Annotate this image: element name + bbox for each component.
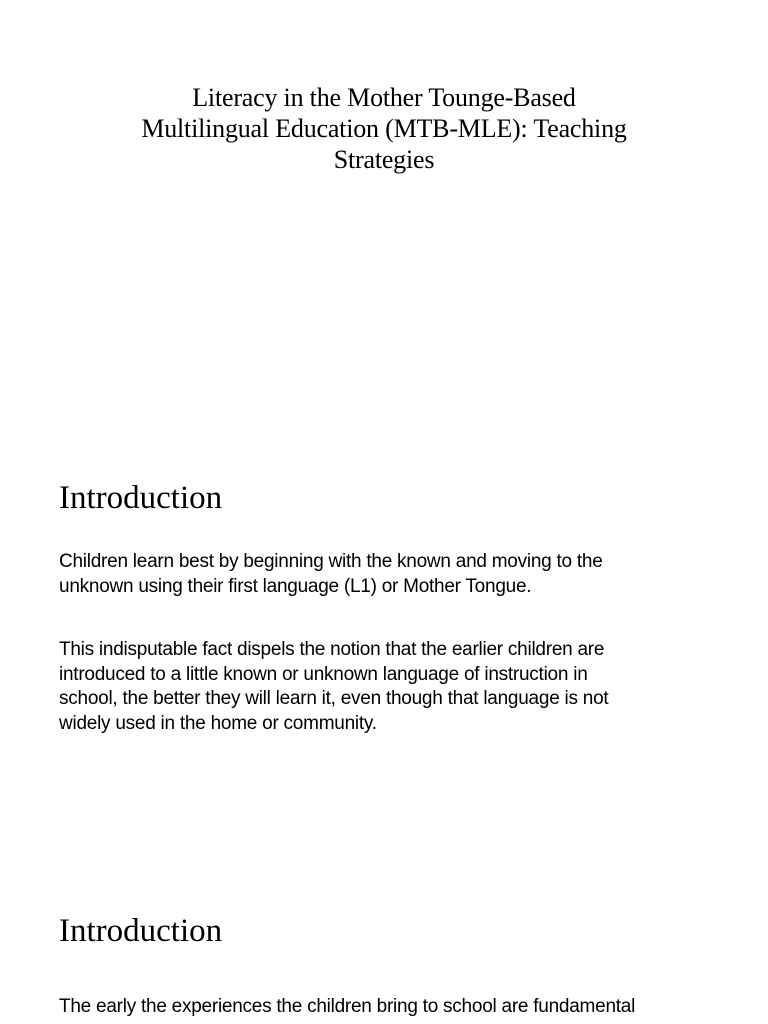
paragraph-line: The early the experiences the children bring to school are fundamental [59,996,636,1017]
body-paragraph [59,995,749,1020]
body-paragraph [59,550,749,599]
section-heading: Introduction [59,480,223,516]
paragraph-line: This indisputable fact dispels the notion that the earlier children are [59,639,605,660]
paragraph-line: Children learn best by beginning with the known and moving to the [59,551,603,572]
paragraph-line: school, the better they will learn it, even though that language is not [59,688,609,709]
paragraph-line: introduced to a little known or unknown language of instruction in [59,663,588,685]
paragraph-line: unknown using their first language (L1) or Mother Tongue. [59,575,532,597]
title-line: Multilingual Education (MTB-MLE): Teaching [141,114,627,143]
body-paragraph [59,638,749,736]
paragraph-line: widely used in the home or community. [59,712,377,734]
title-line: Literacy in the Mother Tounge-Based [192,83,576,112]
section-heading: Introduction [59,913,223,949]
document-title [80,82,688,175]
title-line: Strategies [333,145,435,174]
